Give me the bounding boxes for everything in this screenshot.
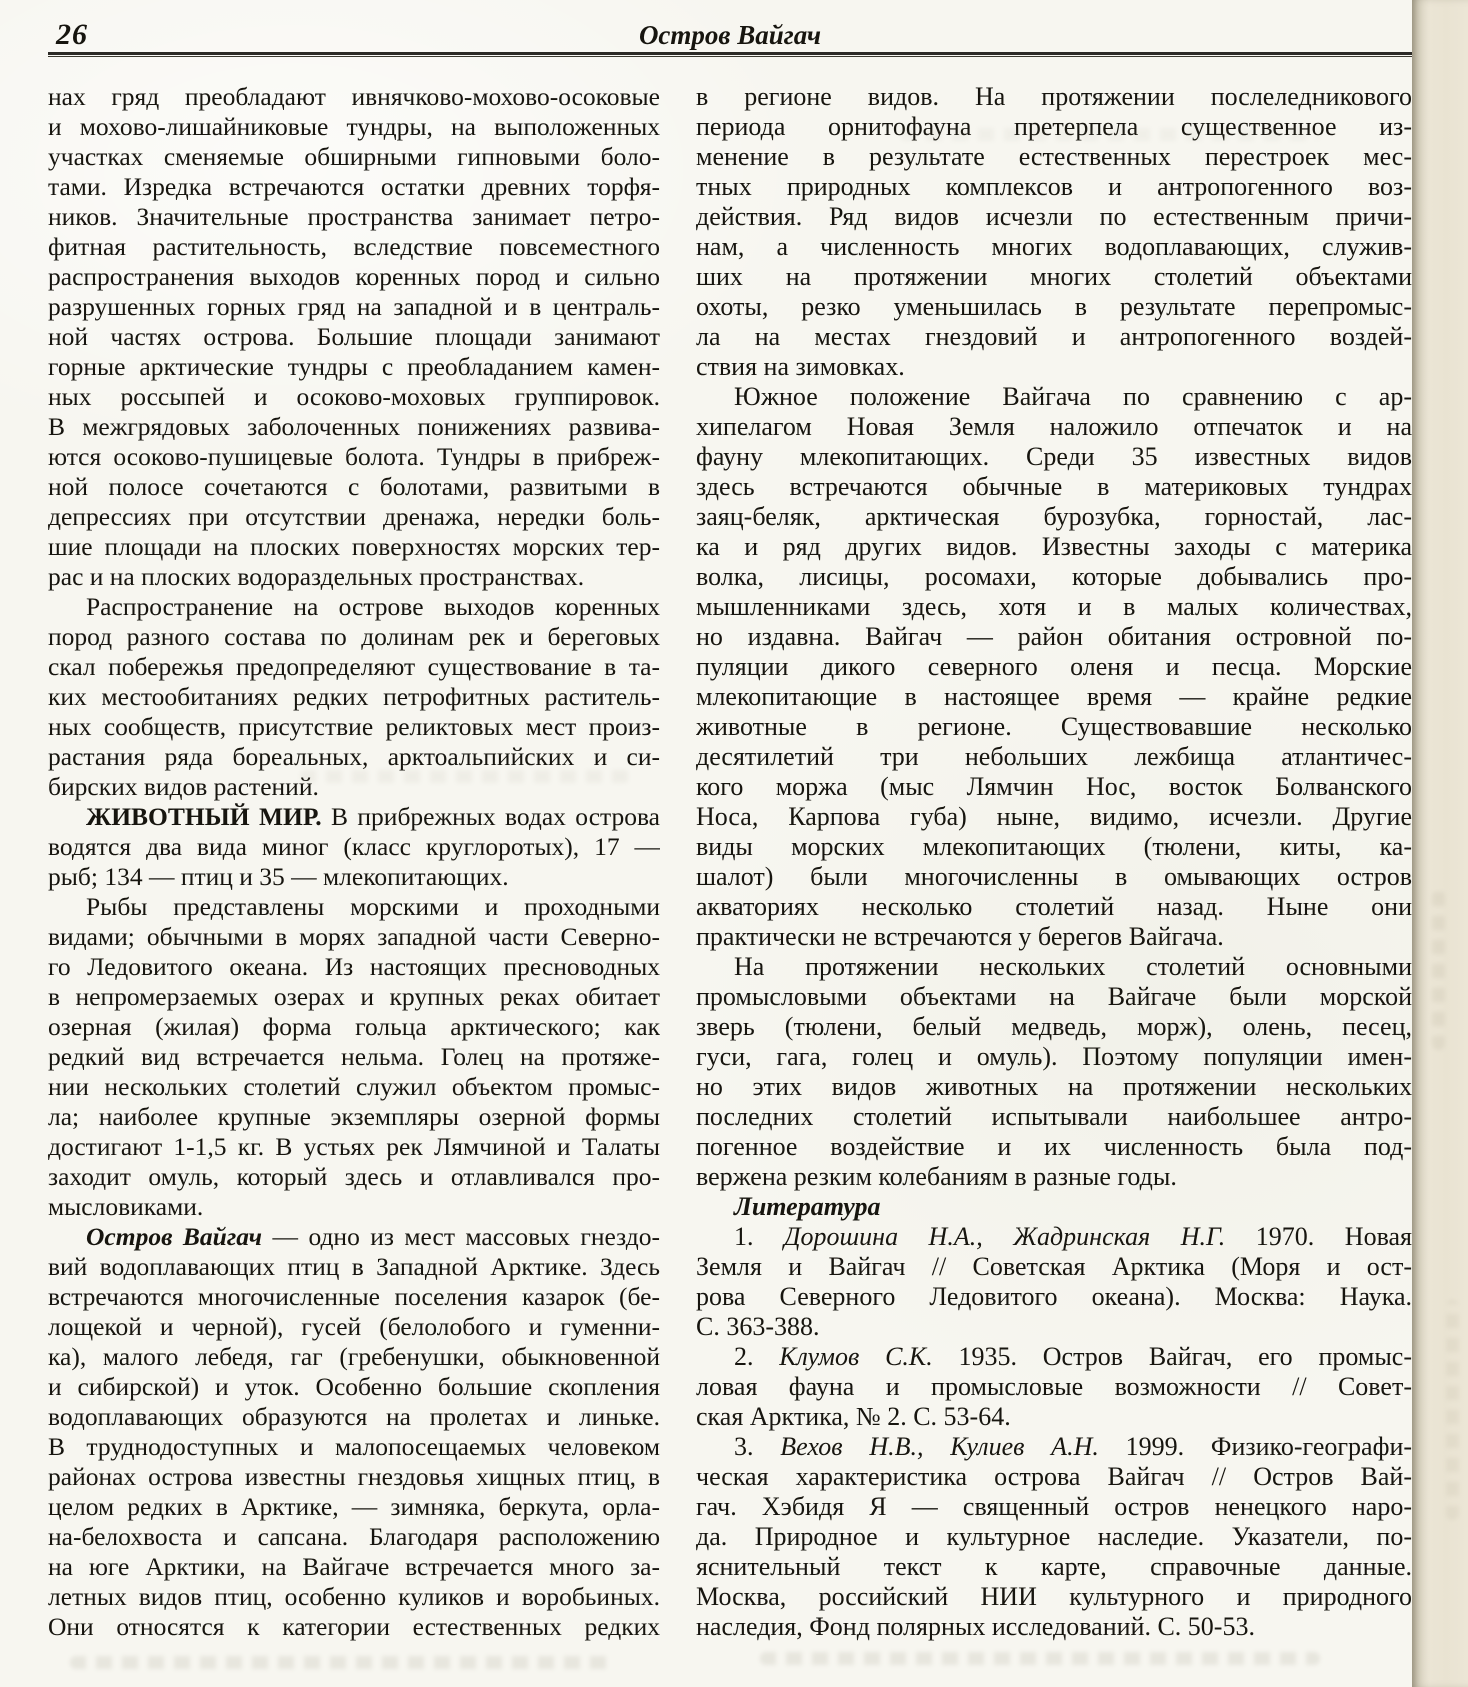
text-line: го Ледовитого океана. Из настоящих пресноводных [48,952,660,981]
text-line: На протяжении нескольких столетий основными [734,952,1412,981]
text-line: пород разного состава по долинам рек и береговых [48,622,660,651]
text-line: 1. Дорошина Н.А., Жадринская Н.Г. 1970. Новая [734,1222,1412,1251]
text-line: практически не встречаются у берегов Вайгача. [696,922,1224,951]
text-line: ка и ряд других видов. Известны заходы с материка [696,532,1412,561]
text-line: распространения выходов коренных пород и сильно [48,262,660,291]
text-line: животные в регионе. Существовавшие несколько [696,712,1412,741]
text-line: С. 363-388. [696,1312,820,1341]
text-line: нам, а численность многих водоплавающих, служив- [696,232,1412,261]
text-line: волка, лисицы, росомахи, которые добывались про- [696,562,1412,591]
text-line: хипелагом Новая Земля наложило отпечаток и на [696,412,1412,441]
text-line: районах острова известны гнездовья хищных птиц, в [48,1462,660,1491]
text-line: целом редких в Арктике, — зимняка, беркута, орла- [48,1492,660,1521]
text-columns [48,82,1412,1642]
text-line: ных сообществ, присутствие реликтовых мест произ- [48,712,660,741]
text-line: участках сменяемые обширными гипновыми боло- [48,142,660,171]
text-line: Распространение на острове выходов коренных [86,592,660,621]
text-line: тами. Изредка встречаются остатки древних торфя- [48,172,660,201]
text-line: мысловиками. [48,1192,204,1221]
text-line: вий водоплавающих птиц в Западной Арктике. Здесь [48,1252,660,1281]
text-line: акваториях несколько столетий назад. Ныне они [696,892,1412,921]
left-column [48,82,660,1642]
text-line: гуси, гага, голец и омуль). Поэтому популяции имен- [696,1042,1412,1071]
text-line: в непромерзаемых озерах и крупных реках обитает [48,982,660,1011]
text-line: и сибирской) и уток. Особенно большие скопления [48,1372,660,1401]
text-line: десятилетий три небольших лежбища атлантичес- [696,742,1412,771]
text-line: редкий вид встречается нельма. Голец на протяже- [48,1042,660,1071]
text-line: зверь (тюлени, белый медведь, морж), олень, песец, [696,1012,1412,1041]
text-line: заходит омуль, который здесь и отлавливался про- [48,1162,660,1191]
text-line: охоты, резко уменьшилась в результате перепромыс- [696,292,1412,321]
page-header [48,18,1412,51]
text-line: действия. Ряд видов исчезли по естественным причи- [696,202,1412,231]
text-line: водятся два вида миног (класс круглоротых), 17 — [48,832,660,861]
text-line: растания ряда бореальных, арктоальпийских и си- [48,742,660,771]
text-line: ла на местах гнездовий и антропогенного воздей- [696,322,1412,351]
text-line: нах гряд преобладают ивнячково-мохово-осоковые [48,82,660,111]
text-line: погенное воздействие и их численность была под- [696,1132,1412,1161]
text-line: гач. Хэбидя Я — священный остров ненецкого наро- [696,1492,1412,1521]
running-title: Остров Вайгач [638,20,822,50]
text-line: лощекой и черной), гусей (белолобого и гуменни- [48,1312,660,1341]
text-line: вержена резким колебаниям в разные годы. [696,1162,1177,1191]
text-line: но издавна. Вайгач — район обитания островной по- [696,622,1412,651]
text-line: бирских видов растений. [48,772,319,801]
text-line: Носа, Карпова губа) ныне, видимо, исчезли. Другие [696,802,1412,831]
page-edge-band [1412,0,1468,1687]
text-line: на-белохвоста и сапсана. Благодаря расположению [48,1522,660,1551]
text-line: шалот) были многочисленны в омывающих остров [696,862,1412,891]
text-line: рова Северного Ледовитого океана). Москва: Наука. [696,1282,1412,1311]
text-line: фитная растительность, вследствие повсеместного [48,232,660,261]
text-line: ников. Значительные пространства занимает петро- [48,202,660,231]
text-line: встречаются многочисленные поселения казарок (бе- [48,1282,660,1311]
text-line: ловая фауна и промысловые возможности // Совет- [696,1372,1412,1401]
text-line: горные арктические тундры с преобладанием камен- [48,352,660,381]
text-line: Остров Вайгач — одно из мест массовых гнездо- [86,1222,660,1251]
text-line: периода орнитофауна претерпела существенное из- [696,112,1412,141]
text-line: яснительный текст к карте, справочные данные. [696,1552,1412,1581]
text-line: ла; наиболее крупные экземпляры озерной формы [48,1102,660,1131]
text-line: ческая характеристика острова Вайгач // Остров Вай- [696,1462,1412,1491]
show-through-artifact [760,1652,1320,1665]
text-line: ка), малого лебедя, гаг (гребенушки, обыкновенной [48,1342,660,1371]
text-line: видами; обычными в морях западной части Северно- [48,922,660,951]
page-number: 26 [56,18,88,51]
text-line: достигают 1-1,5 кг. В устьях рек Лямчиной и Талаты [48,1132,660,1161]
text-line: ются осоково-пушицевые болота. Тундры в прибреж- [48,442,660,471]
text-line: пуляции дикого северного оленя и песца. Морские [696,652,1412,681]
text-line: да. Природное и культурное наследие. Указатели, по- [696,1522,1412,1551]
text-line: В межгрядовых заболоченных понижениях развива- [48,412,660,441]
header-rule [48,52,1412,58]
text-line: нии нескольких столетий служил объектом промыс- [48,1072,660,1101]
text-line: Москва, российский НИИ культурного и природного [696,1582,1412,1611]
text-line: наследия, Фонд полярных исследований. С. 50-53. [696,1612,1255,1641]
text-line: 3. Вехов Н.В., Кулиев А.Н. 1999. Физико-географи- [734,1432,1412,1461]
text-line: шие площади на плоских поверхностях морских тер- [48,532,660,561]
text-line: заяц-беляк, арктическая бурозубка, горностай, лас- [696,502,1412,531]
text-line: разрушенных горных гряд на западной и в централь- [48,292,660,321]
text-line: депрессиях при отсутствии дренажа, нередки боль- [48,502,660,531]
text-line: ЖИВОТНЫЙ МИР. В прибрежных водах острова [86,802,660,831]
text-line: водоплавающих образуются на пролетах и линьке. [48,1402,660,1431]
text-line: рыб; 134 — птиц и 35 — млекопитающих. [48,862,509,891]
right-column [696,82,1412,1642]
text-line: ной полосе сочетаются с болотами, развитыми в [48,472,660,501]
text-line: последних столетий испытывали наибольшее антро- [696,1102,1412,1131]
text-line: ных россыпей и осоково-моховых группировок. [48,382,660,411]
text-line: на юге Арктики, на Вайгаче встречается много за- [48,1552,660,1581]
text-line: млекопитающие в настоящее время — крайне редкие [696,682,1412,711]
text-line: но этих видов животных на протяжении нескольких [696,1072,1412,1101]
show-through-artifact [70,1656,610,1669]
text-line: ших на протяжении многих столетий объектами [696,262,1412,291]
text-line: менение в результате естественных перестроек мес- [696,142,1412,171]
text-line: рас и на плоских водораздельных пространствах. [48,562,585,591]
text-line: ной частях острова. Большие площади занимают [48,322,660,351]
text-line: летных видов птиц, особенно куликов и воробьиных. [48,1582,660,1611]
text-line: Земля и Вайгач // Советская Арктика (Моря и ост- [696,1252,1412,1281]
text-line: и мохово-лишайниковые тундры, на выположенных [48,112,660,141]
text-line: скал побережья предопределяют существование в та- [48,652,660,681]
text-line: 2. Клумов С.К. 1935. Остров Вайгач, его промыс- [734,1342,1412,1371]
text-line: Рыбы представлены морскими и проходными [86,892,660,921]
text-line: Литература [734,1192,881,1221]
text-line: Они относятся к категории естественных редких [48,1612,660,1641]
text-line: мышленниками здесь, хотя и в малых количествах, [696,592,1412,621]
text-line: фауну млекопитающих. Среди 35 известных видов [696,442,1412,471]
text-line: Южное положение Вайгача по сравнению с ар- [734,382,1412,411]
text-line: В труднодоступных и малопосещаемых человеком [48,1432,660,1461]
text-line: в регионе видов. На протяжении послеледникового [696,82,1412,111]
text-line: виды морских млекопитающих (тюлени, киты, ка- [696,832,1412,861]
text-line: ская Арктика, № 2. С. 53-64. [696,1402,1011,1431]
text-line: тных природных комплексов и антропогенного воз- [696,172,1412,201]
text-line: кого моржа (мыс Лямчин Нос, восток Болванского [696,772,1412,801]
text-line: здесь встречаются обычные в материковых тундрах [696,472,1412,501]
text-line: ствия на зимовках. [696,352,905,381]
text-line: промысловыми объектами на Вайгаче были морской [696,982,1412,1011]
text-line: ких местообитаниях редких петрофитных раститель- [48,682,660,711]
text-line: озерная (жилая) форма гольца арктического; как [48,1012,660,1041]
